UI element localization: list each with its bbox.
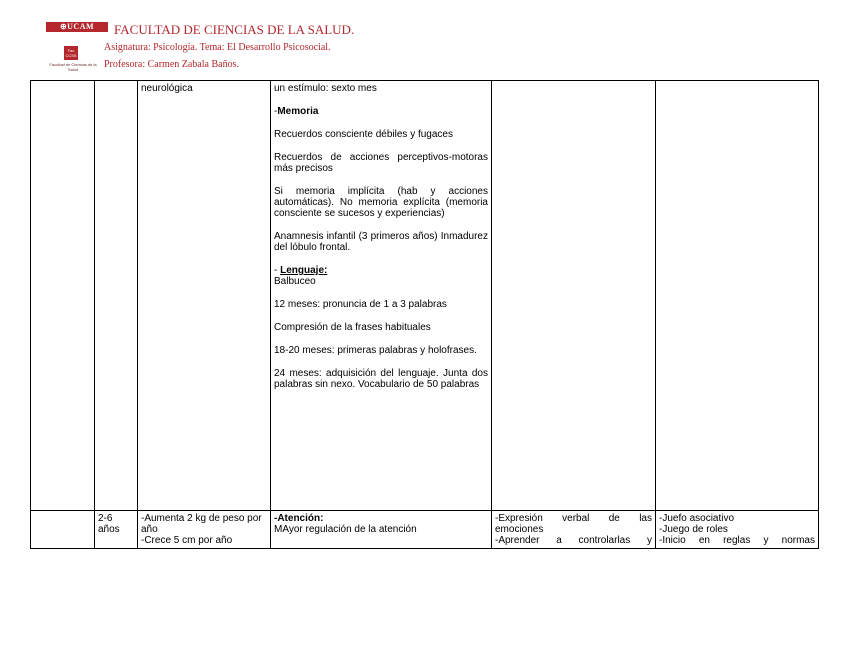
subject-line: Asignatura: Psicología. Tema: El Desarrollo Psicosocial.	[104, 42, 331, 53]
cell-paragraph: Si memoria implícita (hab y acciones automáticas). No memoria explícita (memoria consciente se sucesos y experiencias)	[274, 186, 488, 219]
heading-dash: -	[274, 265, 281, 276]
cell-paragraph: 24 meses: adquisición del lenguaje. Junta dos palabras sin nexo. Vocabulario de 50 palabras	[274, 368, 488, 390]
table-cell	[95, 81, 138, 511]
cell-line: -Aumenta 2 kg de peso por año	[141, 513, 262, 535]
faculty-title: FACULTAD DE CIENCIAS DE LA SALUD.	[114, 22, 355, 37]
heading-label: Memoria	[277, 106, 319, 117]
table-cell	[138, 81, 271, 511]
age-range: 2-6 años	[98, 513, 120, 535]
cell-paragraph: 18-20 meses: primeras palabras y holofrases.	[274, 345, 477, 356]
table-cell	[271, 81, 492, 511]
atencion-heading: -Atención:	[274, 513, 324, 524]
table-cell	[138, 511, 271, 549]
table-cell	[492, 81, 656, 511]
table-row	[31, 511, 819, 549]
cell-paragraph: 12 meses: pronuncia de 1 a 3 palabras	[274, 299, 447, 310]
document-header	[46, 12, 826, 78]
table-row	[31, 81, 819, 511]
table-cell	[271, 511, 492, 549]
table-cell	[492, 511, 656, 549]
faculty-logo	[49, 46, 97, 76]
professor-line: Profesora: Carmen Zabala Baños.	[104, 59, 239, 70]
development-table	[30, 80, 819, 549]
cell-paragraph: un estímulo: sexto mes	[274, 83, 377, 94]
memoria-heading	[274, 106, 488, 117]
cell-paragraph: Balbuceo	[274, 276, 316, 287]
faculty-logo-caption: Facultad de Ciencias de la Salud	[49, 62, 97, 72]
cell-paragraph: Recuerdos de acciones perceptivos-motoras más precisos	[274, 152, 488, 174]
table-cell	[95, 511, 138, 549]
ucam-logo: ⊕UCAM	[46, 22, 108, 32]
cell-line: -Expresión verbal de las emociones	[495, 513, 652, 535]
table-cell	[31, 81, 95, 511]
faculty-badge: Fac CCSS	[65, 48, 77, 58]
cell-line: -Juego de roles	[659, 524, 728, 535]
cell-line: -Inicio en reglas y normas	[659, 535, 815, 546]
cell-paragraph: Compresión de la frases habituales	[274, 322, 431, 333]
cell-line: -Aprender a controlarlas y	[495, 535, 652, 546]
cell-paragraph: Anamnesis infantil (3 primeros años) Inmadurez del lóbulo frontal.	[274, 231, 488, 253]
table-cell	[656, 511, 819, 549]
table-cell	[31, 511, 95, 549]
table-cell	[656, 81, 819, 511]
heading-dash: -	[274, 106, 278, 117]
heading-label: Lenguaje:	[280, 265, 328, 276]
cell-text: neurológica	[141, 83, 193, 94]
cell-line: -Crece 5 cm por año	[141, 535, 233, 546]
lenguaje-heading	[274, 265, 488, 276]
cell-line: MAyor regulación de la atención	[274, 524, 417, 535]
cell-paragraph: Recuerdos consciente débiles y fugaces	[274, 129, 453, 140]
cell-line: -Juefo asociativo	[659, 513, 735, 524]
